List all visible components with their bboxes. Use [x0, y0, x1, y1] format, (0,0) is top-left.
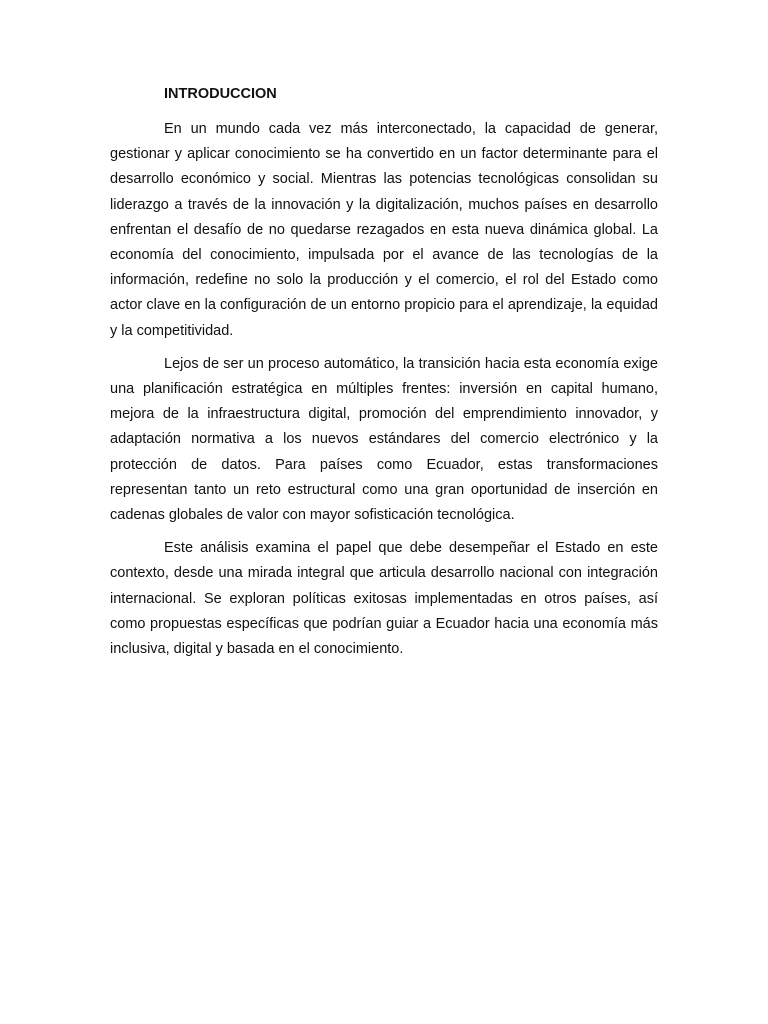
- paragraph-1: En un mundo cada vez más interconectado, la capacidad de generar, gestionar y aplicar conocimiento se ha convertido en un factor determinante para el desarrollo económico y social. Mientras las potencias tecnológicas consolidan su liderazgo a través de la innovación y la digitalización, muchos países en desarrollo enfrentan el desafío de no quedarse rezagados en esta nueva dinámica global. La economía del conocimiento, impulsada por el avance de las tecnologías de la información, redefine no solo la producción y el comercio, el rol del Estado como actor clave en la configuración de un entorno propicio para el aprendizaje, la equidad y la competitividad.: [110, 121, 658, 339]
- section-heading: INTRODUCCION: [164, 86, 277, 102]
- document-body: [110, 82, 658, 670]
- paragraph-3: Este análisis examina el papel que debe desempeñar el Estado en este contexto, desde una mirada integral que articula desarrollo nacional con integración internacional. Se exploran políticas exitosas implementadas en otros países, así como propuestas específicas que podrían guiar a Ecuador hacia una economía más inclusiva, digital y basada en el conocimiento.: [110, 540, 658, 658]
- paragraph-2: Lejos de ser un proceso automático, la transición hacia esta economía exige una planificación estratégica en múltiples frentes: inversión en capital humano, mejora de la infraestructura digital, promoción del emprendimiento innovador, y adaptación normativa a los nuevos estándares del comercio electrónico y la protección de datos. Para países como Ecuador, estas transformaciones representan tanto un reto estructural como una gran oportunidad de inserción en cadenas globales de valor con mayor sofisticación tecnológica.: [110, 355, 658, 524]
